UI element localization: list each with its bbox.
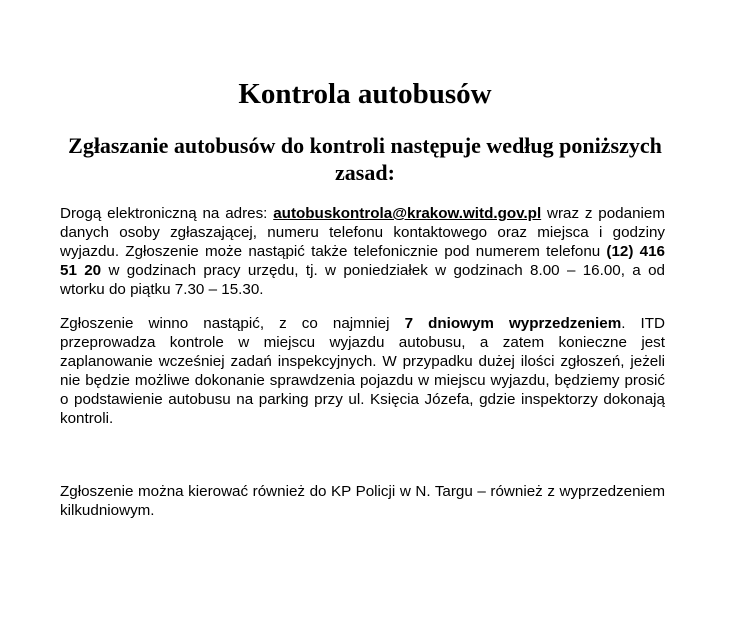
paragraph1-text-b: wraz z podaniem danych osoby zgłaszającej, numeru telefonu kontaktowego oraz miejsca i godziny wyjazdu. Zgłoszenie może nastąpić także telefonicznie pod numerem telefonu bbox=[60, 205, 665, 260]
advance-notice-emphasis: 7 dniowym wyprzedzeniem bbox=[404, 315, 622, 332]
page-subtitle: Zgłaszanie autobusów do kontroli następuje według poniższych zasad: bbox=[68, 133, 662, 185]
page-title: Kontrola autobusów bbox=[238, 78, 492, 110]
paragraph-advance-notice bbox=[60, 314, 665, 428]
paragraph1-text-c: w godzinach pracy urzędu, tj. w poniedziałek w godzinach 8.00 – 16.00, a od wtorku do piątku 7.30 – 15.30. bbox=[60, 262, 665, 298]
paragraph2-text-b: . ITD przeprowadza kontrole w miejscu wyjazdu autobusu, a zatem konieczne jest zaplanowanie wcześniej zadań inspekcyjnych. W przypadku dużej ilości zgłoszeń, jeżeli nie będzie możliwe dokonanie sprawdzenia pojazdu w miejscu wyjazdu, będziemy prosić o podstawienie autobusu na parking przy ul. Księcia Józefa, gdzie inspektorzy dokonają kontroli. bbox=[60, 315, 665, 427]
paragraph-police: Zgłoszenie można kierować również do KP Policji w N. Targu – również z wyprzedzeniem kilkudniowym. bbox=[60, 483, 665, 519]
phone-number: (12) 416 51 20 bbox=[60, 243, 665, 279]
paragraph1-text-a: Drogą elektroniczną na adres: bbox=[60, 205, 274, 222]
paragraph2-text-a: Zgłoszenie winno nastąpić, z co najmniej bbox=[60, 315, 405, 332]
email-link[interactable]: autobuskontrola@krakow.witd.gov.pl bbox=[273, 205, 542, 222]
paragraph-email-phone bbox=[60, 204, 665, 299]
